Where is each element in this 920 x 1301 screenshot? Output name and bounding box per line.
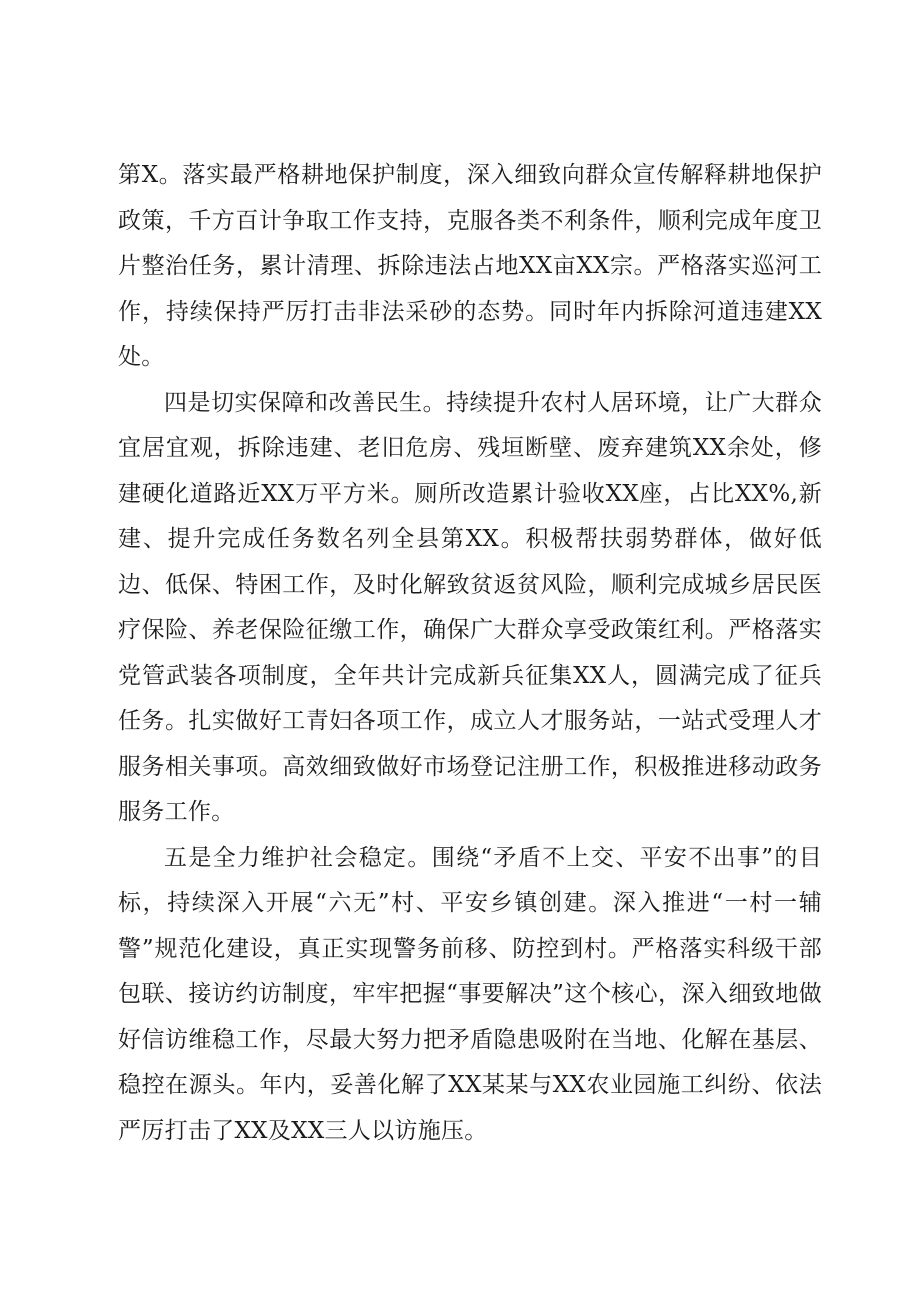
paragraph-social-stability: 五是全力维护社会稳定。围绕“矛盾不上交、平安不出事”的目标，持续深入开展“六无”村、平安乡镇创建。深入推进“一村一辅警”规范化建设，真正实现警务前移、防控到村。严格落实科级干部包联、接访约访制度，牢牢把握“事要解决”这个核心，深入细致地做好信访维稳工作，尽最大努力把矛盾隐患吸附在当地、化解在基层、稳控在源头。年内，妥善化解了XX某某与XX农业园施工纠纷、依法严厉打击了XX及XX三人以访施压。 xyxy=(118,844,822,1144)
paragraph-continuation: 第X。落实最严格耕地保护制度，深入细致向群众宣传解释耕地保护政策，千方百计争取工作支持，克服各类不利条件，顺利完成年度卫片整治任务，累计清理、拆除违法占地XX亩XX宗。严格落实巡河工作，持续保持严厉打击非法采砂的态势。同时年内拆除河道违建XX处。 xyxy=(118,162,822,370)
paragraph-livelihood: 四是切实保障和改善民生。持续提升农村人居环境，让广大群众宜居宜观，拆除违建、老旧危房、残垣断壁、废弃建筑XX余处，修建硬化道路近XX万平方米。厕所改造累计验收XX座，占比XX%,新建、提升完成任务数名列全县第XX。积极帮扶弱势群体，做好低边、低保、特困工作，及时化解致贫返贫风险，顺利完成城乡居民医疗保险、养老保险征缴工作，确保广大群众享受政策红利。严格落实党管武装各项制度，全年共计完成新兵征集XX人，圆满完成了征兵任务。扎实做好工青妇各项工作，成立人才服务站，一站式受理人才服务相关事项。高效细致做好市场登记注册工作，积极推进移动政务服务工作。 xyxy=(118,389,822,825)
document-body xyxy=(118,153,822,1154)
